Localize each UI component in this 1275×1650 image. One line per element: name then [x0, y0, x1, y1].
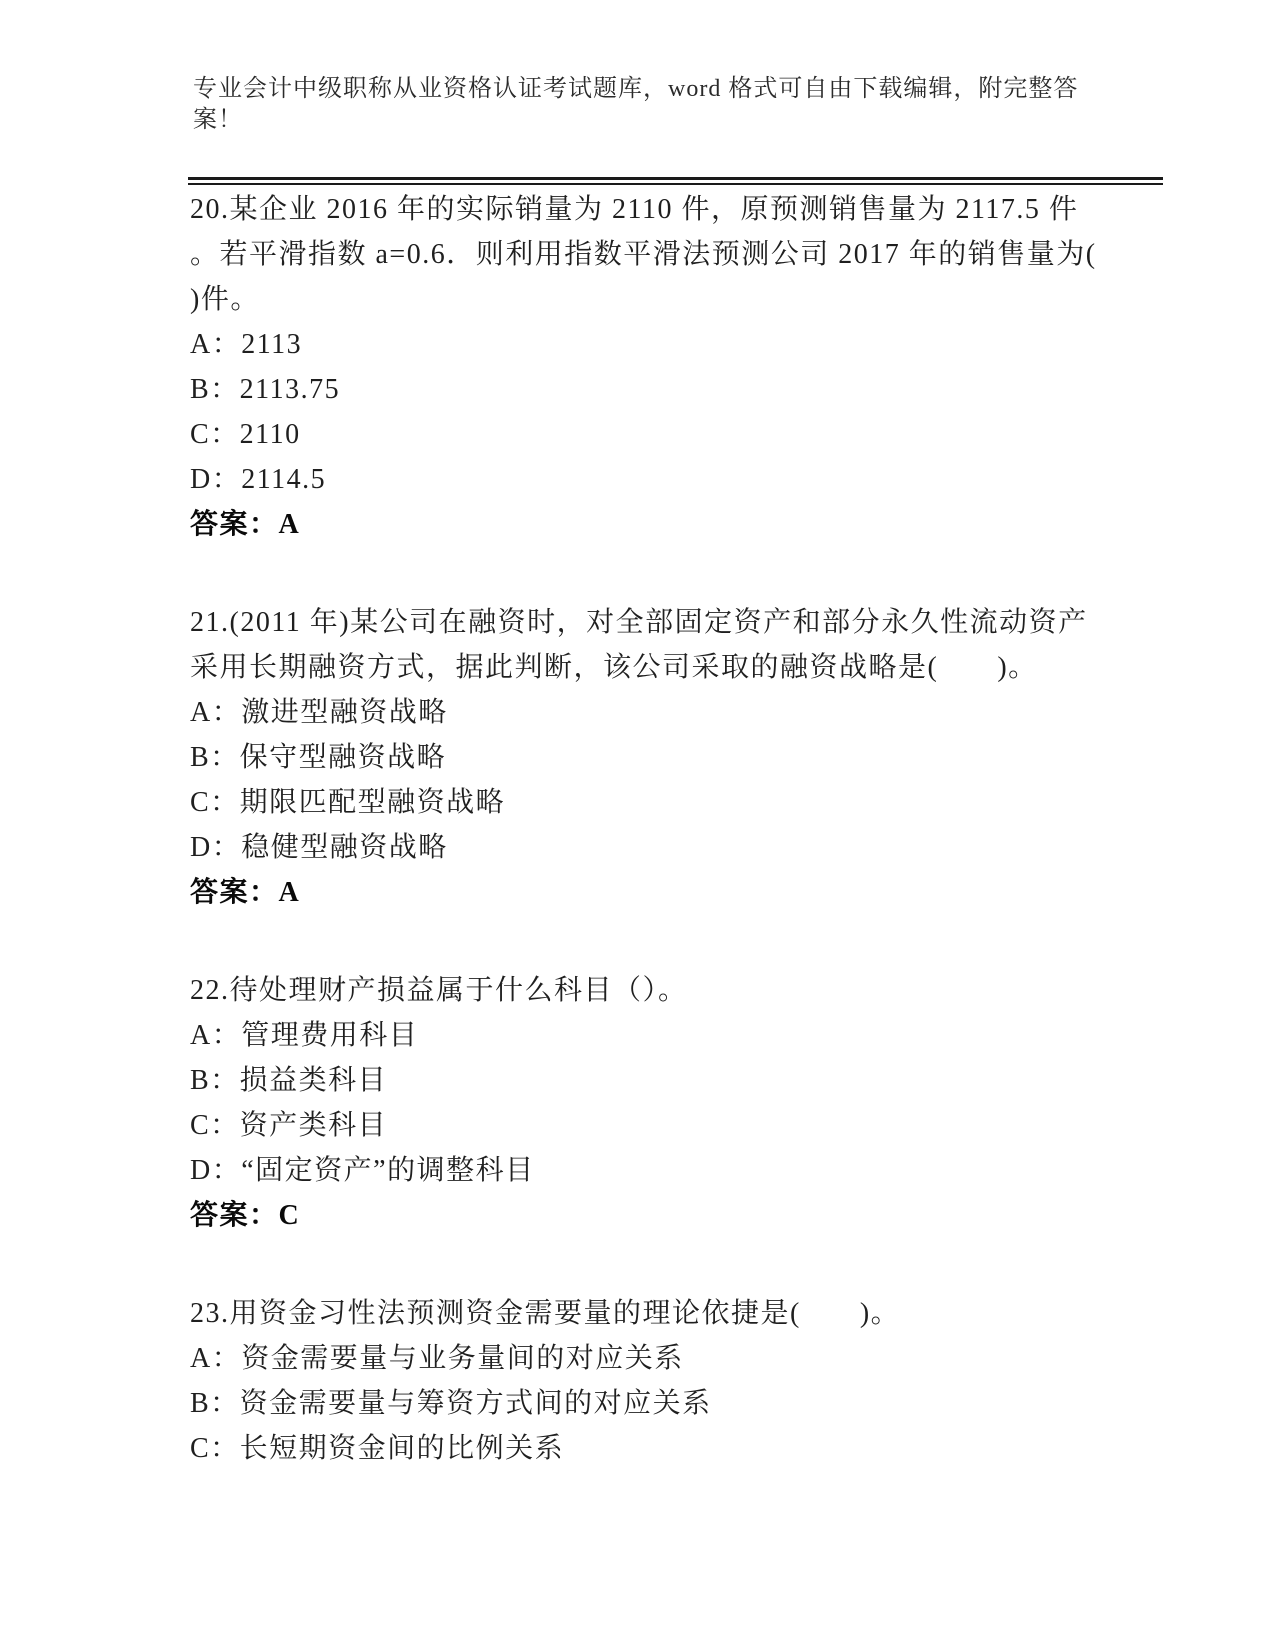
question-20-stem-line-2: 。若平滑指数 a=0.6．则利用指数平滑法预测公司 2017 年的销售量为( [190, 239, 1097, 270]
header-note-line-2: 案！ [193, 107, 243, 133]
header-note [193, 74, 1093, 136]
question-22-stem-line-1: 22.待处理财产损益属于什么科目（）。 [190, 975, 688, 1006]
question-21-option-c: C：期限匹配型融资战略 [190, 787, 506, 818]
question-21-option-d: D：稳健型融资战略 [190, 832, 448, 863]
question-21-stem-line-1: 21.(2011 年)某公司在融资时，对全部固定资产和部分永久性流动资产 [190, 607, 1088, 638]
question-21-answer: 答案：A [190, 877, 301, 908]
question-23-option-c: C：长短期资金间的比例关系 [190, 1433, 565, 1464]
header-note-line-1: 专业会计中级职称从业资格认证考试题库，word 格式可自由下载编辑，附完整答 [193, 76, 1079, 102]
question-20-option-a: A：2113 [190, 329, 303, 360]
questions-list [190, 187, 1095, 1471]
question-23-stem-line-1: 23.用资金习性法预测资金需要量的理论依捷是( )。 [190, 1298, 901, 1329]
question-20-option-c: C：2110 [190, 419, 301, 450]
question-22-option-a: A：管理费用科目 [190, 1020, 419, 1051]
question-22-option-b: B：损益类科目 [190, 1065, 388, 1096]
question-21-stem-line-2: 采用长期融资方式，据此判断，该公司采取的融资战略是( )。 [190, 652, 1038, 683]
question-20 [190, 187, 1095, 547]
question-21 [190, 600, 1095, 915]
question-22-option-d: D：“固定资产”的调整科目 [190, 1155, 535, 1186]
question-21-option-b: B：保守型融资战略 [190, 742, 447, 773]
question-20-stem-line-3: )件。 [190, 284, 260, 315]
question-20-stem-line-1: 20.某企业 2016 年的实际销量为 2110 件，原预测销售量为 2117.5 件 [190, 194, 1079, 225]
question-23-option-a: A：资金需要量与业务量间的对应关系 [190, 1343, 684, 1374]
question-23 [190, 1291, 1095, 1471]
question-20-answer: 答案：A [190, 509, 301, 540]
question-20-option-d: D：2114.5 [190, 464, 327, 495]
question-21-option-a: A：激进型融资战略 [190, 697, 448, 728]
question-22-option-c: C：资产类科目 [190, 1110, 388, 1141]
question-20-option-b: B：2113.75 [190, 374, 341, 405]
question-23-option-b: B：资金需要量与筹资方式间的对应关系 [190, 1388, 712, 1419]
question-22-answer: 答案：C [190, 1200, 301, 1231]
question-22 [190, 968, 1095, 1238]
header-rule [188, 177, 1163, 185]
